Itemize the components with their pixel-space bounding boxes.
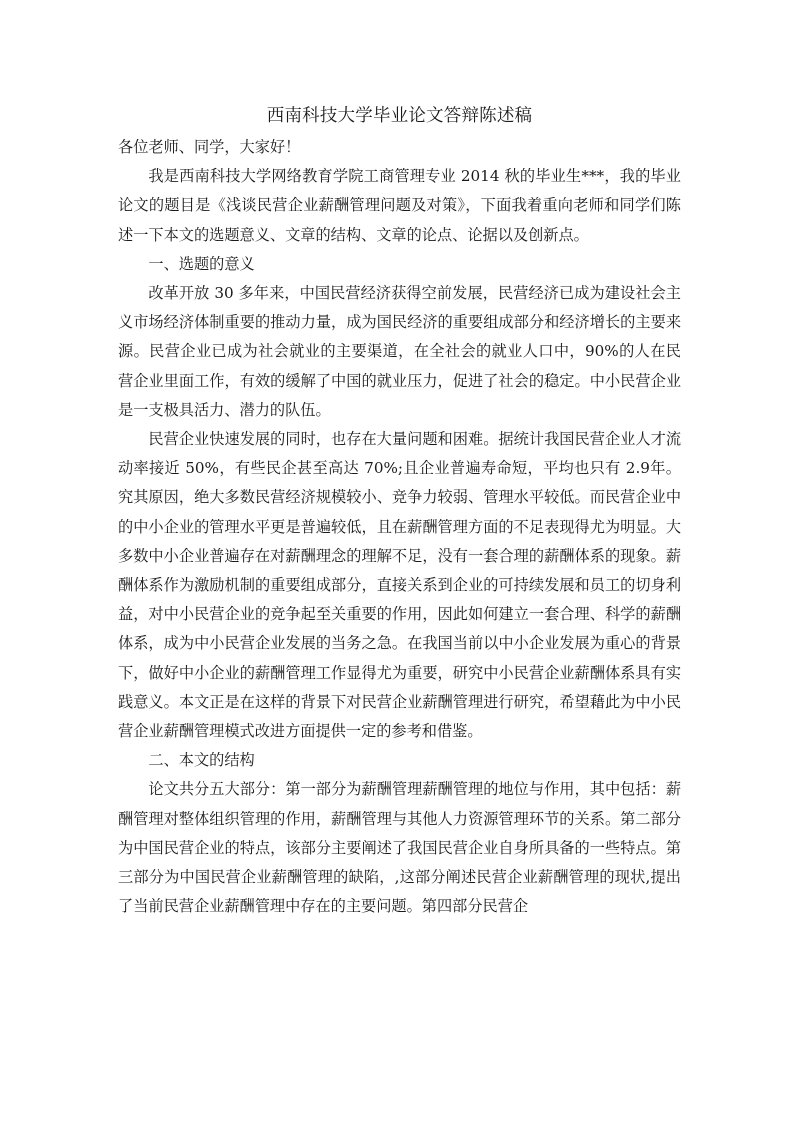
section-heading-significance: 一、选题的意义 [148, 254, 255, 273]
greeting-line: 各位老师、同学，大家好！ [118, 138, 301, 156]
document-title: 西南科技大学毕业论文答辩陈述稿 [266, 106, 533, 126]
structure-paragraph-1: 论文共分五大部分：第一部分为薪酬管理薪酬管理的地位与作用，其中包括：薪酬管理对整体组织管理的作用，薪酬管理与其他人力资源管理环节的关系。第二部分为中国民营企业的特点，该部分主要阐述了我国民营企业自身所具备的一些特点。第三部分为中国民营企业薪酬管理的缺陷，,这部分阐述民营企业薪酬管理的现状,提出了当前民营企业薪酬管理中存在的主要问题。第四部分民营企 [118, 780, 681, 916]
section-heading-structure: 二、本文的结构 [148, 751, 255, 770]
document-body [118, 99, 681, 921]
significance-paragraph-1: 改革开放 30 多年来，中国民营经济获得空前发展，民营经济已成为建设社会主义市场经济体制重要的推动力量，成为国民经济的重要组成部分和经济增长的主要来源。民营企业已成为社会就业的主要渠道，在全社会的就业人口中，90%的人在民营企业里面工作，有效的缓解了中国的就业压力，促进了社会的稳定。中小民营企业是一支极具活力、潜力的队伍。 [118, 284, 681, 419]
significance-paragraph-2: 民营企业快速发展的同时，也存在大量问题和困难。据统计我国民营企业人才流动率接近 50%，有些民企甚至高达 70%;且企业普遍寿命短，平均也只有 2.9年。究其原因，绝大多数民营经济规模较小、竞争力较弱、管理水平较低。而民营企业中的中小企业的管理水平更是普遍较低，且在薪酬管理方面的不足表现得尤为明显。大多数中小企业普遍存在对薪酬理念的理解不足，没有一套合理的薪酬体系的现象。薪酬体系作为激励机制的重要组成部分，直接关系到企业的可持续发展和员工的切身利益，对中小民营企业的竞争起至关重要的作用，因此如何建立一套合理、科学的薪酬体系，成为中小民营企业发展的当务之急。在我国当前以中小企业发展为重心的背景下，做好中小企业的薪酬管理工作显得尤为重要，研究中小民营企业薪酬体系具有实践意义。本文正是在这样的背景下对民营企业薪酬管理进行研究，希望藉此为中小民营企业薪酬管理模式改进方面提供一定的参考和借鉴。 [118, 430, 681, 741]
intro-paragraph: 我是西南科技大学网络教育学院工商管理专业 2014 秋的毕业生***，我的毕业论文的题目是《浅谈民营企业薪酬管理问题及对策》，下面我着重向老师和同学们陈述一下本文的选题意义、文章的结构、文章的论点、论据以及创新点。 [118, 167, 681, 244]
